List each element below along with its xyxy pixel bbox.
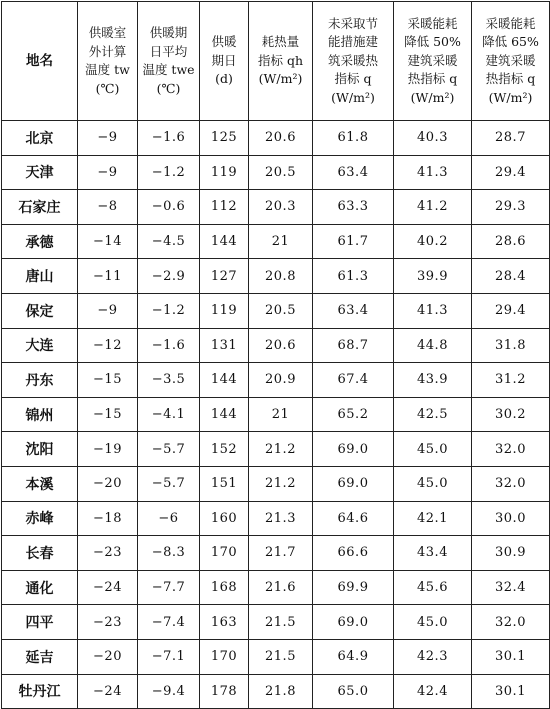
table-row [2, 466, 550, 501]
cell-heat-consumption-index: 20.6 [249, 121, 313, 156]
cell-location: 牡丹江 [2, 674, 78, 709]
cell-50pct-saving-index: 45.0 [394, 605, 472, 640]
cell-heating-days: 144 [200, 363, 249, 398]
cell-heat-consumption-index: 20.5 [249, 155, 313, 190]
header-line: 期日 [211, 52, 237, 68]
header-line: 热指标 q [407, 71, 458, 87]
cell-65pct-saving-index: 30.1 [472, 674, 550, 709]
cell-location: 唐山 [2, 259, 78, 294]
cell-non-energy-saving-index: 61.8 [313, 121, 394, 156]
cell-heating-days: 131 [200, 328, 249, 363]
header-heating-period-avg-temp [138, 2, 200, 121]
cell-65pct-saving-index: 31.2 [472, 363, 550, 398]
cell-heating-days: 112 [200, 190, 249, 225]
header-65pct-saving-index [472, 2, 550, 121]
header-line: 日平均 [149, 43, 188, 59]
cell-heating-period-avg-temp: −1.6 [138, 328, 200, 363]
table-row [2, 328, 550, 363]
cell-65pct-saving-index: 30.2 [472, 397, 550, 432]
cell-heating-period-avg-temp: −6 [138, 501, 200, 536]
table-row [2, 397, 550, 432]
header-line: 降低 65% [482, 34, 539, 50]
header-line: 指标 qh [257, 52, 304, 68]
cell-location: 锦州 [2, 397, 78, 432]
cell-65pct-saving-index: 32.4 [472, 570, 550, 605]
header-line: 外计算 [88, 43, 127, 59]
cell-location: 本溪 [2, 466, 78, 501]
cell-50pct-saving-index: 42.1 [394, 501, 472, 536]
cell-heating-period-avg-temp: −1.2 [138, 155, 200, 190]
cell-heating-period-avg-temp: −3.5 [138, 363, 200, 398]
header-line: (W/m²) [410, 89, 455, 105]
cell-non-energy-saving-index: 69.0 [313, 432, 394, 467]
cell-heating-days: 170 [200, 536, 249, 571]
cell-non-energy-saving-index: 64.6 [313, 501, 394, 536]
cell-outdoor-design-temp: −11 [78, 259, 138, 294]
cell-65pct-saving-index: 29.4 [472, 293, 550, 328]
cell-heat-consumption-index: 21.2 [249, 432, 313, 467]
cell-non-energy-saving-index: 65.2 [313, 397, 394, 432]
cell-heating-period-avg-temp: −8.3 [138, 536, 200, 571]
header-line: 地名 [26, 52, 53, 69]
header-line: 热指标 q [485, 71, 536, 87]
header-line: 降低 50% [404, 34, 461, 50]
cell-65pct-saving-index: 30.1 [472, 639, 550, 674]
cell-non-energy-saving-index: 65.0 [313, 674, 394, 709]
cell-heating-days: 170 [200, 639, 249, 674]
cell-outdoor-design-temp: −24 [78, 674, 138, 709]
heating-index-table [1, 1, 550, 709]
cell-non-energy-saving-index: 61.7 [313, 224, 394, 259]
cell-heating-period-avg-temp: −4.1 [138, 397, 200, 432]
cell-location: 石家庄 [2, 190, 78, 225]
cell-heat-consumption-index: 21 [249, 224, 313, 259]
table-row [2, 293, 550, 328]
cell-heat-consumption-index: 21.8 [249, 674, 313, 709]
header-line: 采暖能耗 [407, 15, 458, 31]
header-line: 未采取节 [327, 15, 378, 31]
cell-heating-period-avg-temp: −1.6 [138, 121, 200, 156]
cell-location: 四平 [2, 605, 78, 640]
header-line: 指标 q [334, 71, 372, 87]
cell-65pct-saving-index: 29.4 [472, 155, 550, 190]
table-row [2, 432, 550, 467]
cell-location: 大连 [2, 328, 78, 363]
cell-50pct-saving-index: 45.0 [394, 432, 472, 467]
header-location [2, 2, 78, 121]
cell-heating-days: 152 [200, 432, 249, 467]
cell-location: 保定 [2, 293, 78, 328]
header-line: 耗热量 [261, 34, 300, 50]
cell-outdoor-design-temp: −24 [78, 570, 138, 605]
cell-heat-consumption-index: 21.5 [249, 639, 313, 674]
cell-location: 延吉 [2, 639, 78, 674]
cell-non-energy-saving-index: 69.0 [313, 605, 394, 640]
cell-heating-period-avg-temp: −7.1 [138, 639, 200, 674]
cell-heating-days: 125 [200, 121, 249, 156]
cell-heating-days: 119 [200, 293, 249, 328]
header-row [2, 2, 550, 121]
cell-50pct-saving-index: 42.3 [394, 639, 472, 674]
cell-non-energy-saving-index: 69.9 [313, 570, 394, 605]
header-line: (W/m²) [258, 71, 303, 87]
cell-heating-period-avg-temp: −4.5 [138, 224, 200, 259]
cell-heating-period-avg-temp: −0.6 [138, 190, 200, 225]
cell-heat-consumption-index: 20.5 [249, 293, 313, 328]
cell-non-energy-saving-index: 63.4 [313, 155, 394, 190]
header-line: 能措施建 [327, 34, 378, 50]
table-row [2, 501, 550, 536]
cell-outdoor-design-temp: −23 [78, 536, 138, 571]
cell-65pct-saving-index: 30.0 [472, 501, 550, 536]
table-row [2, 674, 550, 709]
header-line: 建筑采暖 [407, 52, 458, 68]
header-line: 筑采暖热 [327, 52, 378, 68]
cell-non-energy-saving-index: 64.9 [313, 639, 394, 674]
cell-heating-days: 127 [200, 259, 249, 294]
cell-50pct-saving-index: 41.3 [394, 155, 472, 190]
cell-outdoor-design-temp: −19 [78, 432, 138, 467]
heating-index-table-container [1, 1, 549, 701]
cell-heating-days: 151 [200, 466, 249, 501]
cell-50pct-saving-index: 40.3 [394, 121, 472, 156]
table-header [2, 2, 550, 121]
cell-50pct-saving-index: 45.6 [394, 570, 472, 605]
cell-heating-period-avg-temp: −7.4 [138, 605, 200, 640]
cell-50pct-saving-index: 41.3 [394, 293, 472, 328]
cell-heating-days: 144 [200, 224, 249, 259]
cell-heating-period-avg-temp: −7.7 [138, 570, 200, 605]
cell-heating-days: 168 [200, 570, 249, 605]
cell-heat-consumption-index: 20.6 [249, 328, 313, 363]
cell-heat-consumption-index: 21 [249, 397, 313, 432]
cell-location: 长春 [2, 536, 78, 571]
cell-location: 承德 [2, 224, 78, 259]
table-row [2, 155, 550, 190]
cell-non-energy-saving-index: 61.3 [313, 259, 394, 294]
cell-50pct-saving-index: 44.8 [394, 328, 472, 363]
cell-outdoor-design-temp: −20 [78, 639, 138, 674]
cell-non-energy-saving-index: 63.3 [313, 190, 394, 225]
cell-outdoor-design-temp: −9 [78, 121, 138, 156]
cell-heating-period-avg-temp: −1.2 [138, 293, 200, 328]
cell-non-energy-saving-index: 66.6 [313, 536, 394, 571]
cell-65pct-saving-index: 28.6 [472, 224, 550, 259]
cell-50pct-saving-index: 42.5 [394, 397, 472, 432]
header-line: (d) [215, 71, 233, 87]
cell-heating-days: 119 [200, 155, 249, 190]
cell-heating-period-avg-temp: −2.9 [138, 259, 200, 294]
cell-heat-consumption-index: 21.6 [249, 570, 313, 605]
cell-outdoor-design-temp: −9 [78, 293, 138, 328]
cell-heat-consumption-index: 21.2 [249, 466, 313, 501]
cell-heat-consumption-index: 21.5 [249, 605, 313, 640]
cell-50pct-saving-index: 43.4 [394, 536, 472, 571]
cell-outdoor-design-temp: −15 [78, 363, 138, 398]
cell-65pct-saving-index: 32.0 [472, 466, 550, 501]
cell-50pct-saving-index: 40.2 [394, 224, 472, 259]
header-line: (℃) [95, 80, 120, 96]
header-heat-consumption-index [249, 2, 313, 121]
header-heating-days [200, 2, 249, 121]
cell-location: 丹东 [2, 363, 78, 398]
cell-non-energy-saving-index: 63.4 [313, 293, 394, 328]
header-50pct-saving-index [394, 2, 472, 121]
cell-heating-days: 160 [200, 501, 249, 536]
header-non-energy-saving-index [313, 2, 394, 121]
cell-location: 赤峰 [2, 501, 78, 536]
header-line: 供暖室 [88, 25, 127, 40]
table-row [2, 639, 550, 674]
table-row [2, 363, 550, 398]
table-row [2, 570, 550, 605]
cell-50pct-saving-index: 45.0 [394, 466, 472, 501]
cell-65pct-saving-index: 28.4 [472, 259, 550, 294]
table-body [2, 121, 550, 709]
cell-outdoor-design-temp: −23 [78, 605, 138, 640]
cell-heat-consumption-index: 20.8 [249, 259, 313, 294]
header-line: 建筑采暖 [485, 52, 536, 68]
header-line: 供暖期 [149, 25, 188, 40]
table-row [2, 190, 550, 225]
cell-non-energy-saving-index: 68.7 [313, 328, 394, 363]
header-line: (W/m²) [331, 89, 375, 105]
cell-65pct-saving-index: 29.3 [472, 190, 550, 225]
cell-outdoor-design-temp: −14 [78, 224, 138, 259]
cell-heating-days: 178 [200, 674, 249, 709]
cell-50pct-saving-index: 42.4 [394, 674, 472, 709]
cell-heating-days: 163 [200, 605, 249, 640]
cell-50pct-saving-index: 41.2 [394, 190, 472, 225]
cell-location: 天津 [2, 155, 78, 190]
cell-location: 北京 [2, 121, 78, 156]
header-line: (W/m²) [488, 89, 533, 105]
header-line: (℃) [156, 80, 181, 96]
cell-outdoor-design-temp: −12 [78, 328, 138, 363]
cell-65pct-saving-index: 32.0 [472, 605, 550, 640]
table-row [2, 224, 550, 259]
cell-heat-consumption-index: 21.3 [249, 501, 313, 536]
cell-65pct-saving-index: 30.9 [472, 536, 550, 571]
cell-heating-period-avg-temp: −5.7 [138, 466, 200, 501]
cell-non-energy-saving-index: 67.4 [313, 363, 394, 398]
cell-heat-consumption-index: 21.7 [249, 536, 313, 571]
cell-non-energy-saving-index: 69.0 [313, 466, 394, 501]
header-outdoor-design-temp [78, 2, 138, 121]
header-line: 温度 tw [85, 62, 130, 77]
cell-heat-consumption-index: 20.9 [249, 363, 313, 398]
table-row [2, 259, 550, 294]
table-row [2, 605, 550, 640]
cell-outdoor-design-temp: −8 [78, 190, 138, 225]
header-line: 供暖 [211, 34, 237, 50]
cell-heating-days: 144 [200, 397, 249, 432]
table-row [2, 536, 550, 571]
cell-65pct-saving-index: 28.7 [472, 121, 550, 156]
header-line: 温度 twe [142, 62, 195, 77]
cell-65pct-saving-index: 31.8 [472, 328, 550, 363]
cell-outdoor-design-temp: −20 [78, 466, 138, 501]
cell-50pct-saving-index: 43.9 [394, 363, 472, 398]
cell-location: 沈阳 [2, 432, 78, 467]
cell-outdoor-design-temp: −9 [78, 155, 138, 190]
cell-50pct-saving-index: 39.9 [394, 259, 472, 294]
cell-heat-consumption-index: 20.3 [249, 190, 313, 225]
cell-heating-period-avg-temp: −5.7 [138, 432, 200, 467]
cell-outdoor-design-temp: −15 [78, 397, 138, 432]
cell-65pct-saving-index: 32.0 [472, 432, 550, 467]
header-line: 采暖能耗 [485, 15, 536, 31]
cell-heating-period-avg-temp: −9.4 [138, 674, 200, 709]
table-row [2, 121, 550, 156]
cell-outdoor-design-temp: −18 [78, 501, 138, 536]
cell-location: 通化 [2, 570, 78, 605]
